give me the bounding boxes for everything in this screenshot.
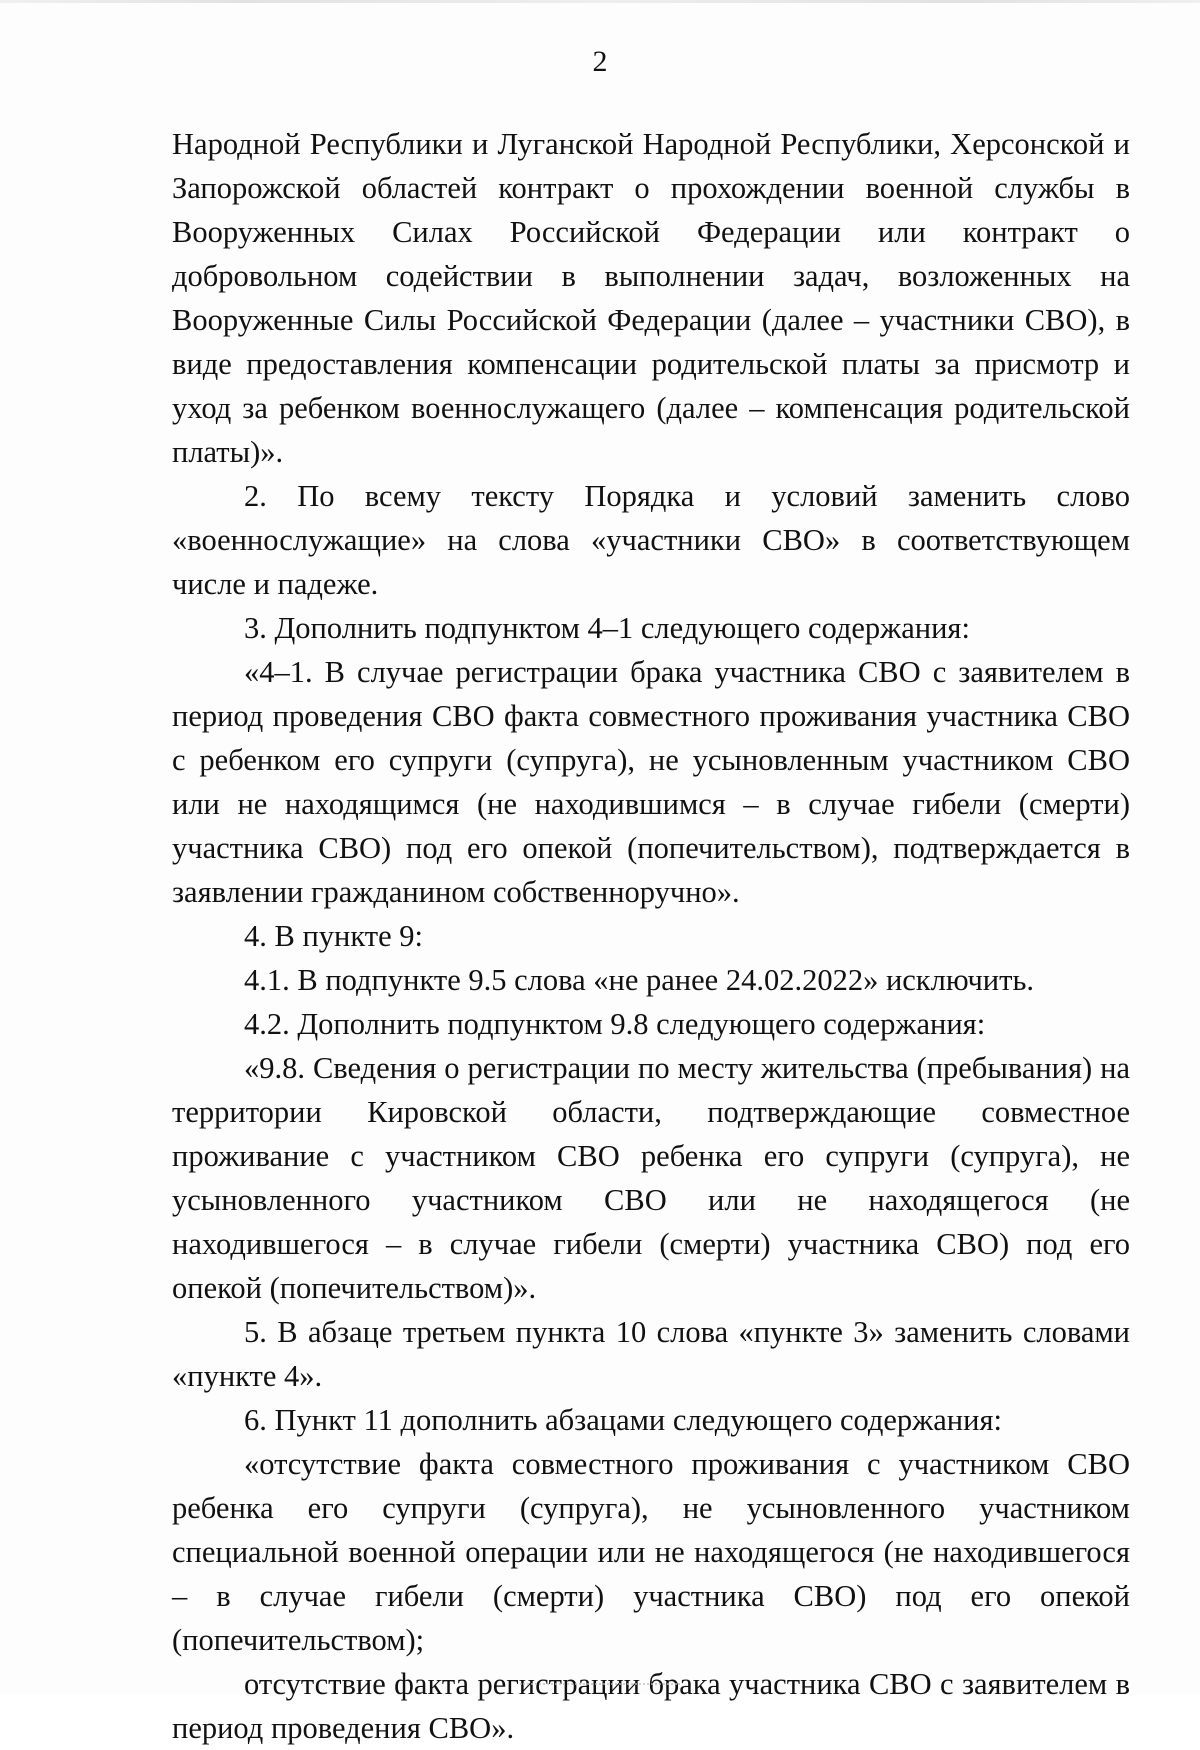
- page-number: 2: [592, 45, 608, 78]
- paragraph-item-4-2: 4.2. Дополнить подпунктом 9.8 следующего содержания:: [244, 1007, 986, 1041]
- paragraph-subitem-4-1: «4–1. В случае регистрации брака участника СВО с заявителем в период проведения СВО факта совместного проживания участника СВО с ребенком его супруги (супруга), не усыновленным участником СВО или не находящимся (не находившимся – в случае гибели (смерти) участника СВО) под его опекой (попечительством), подтверждается в заявлении гражданином собственноручно».: [172, 655, 1130, 909]
- paragraph-subitem-9-8: «9.8. Сведения о регистрации по месту жительства (пребывания) на территории Кировской области, подтверждающие совместное проживание с участником СВО ребенка его супруги (супруга), не усыновленного участником СВО или не находящегося (не находившегося – в случае гибели (смерти) участника СВО) под его опекой (попечительством)».: [172, 1051, 1130, 1305]
- scan-mark: [520, 1683, 680, 1689]
- paragraph-added-abzac-1: «отсутствие факта совместного проживания с участником СВО ребенка его супруги (супруга), не усыновленного участником специальной военной операции или не находящегося (не находившегося – в случае гибели (смерти) участника СВО) под его опекой (попечительством);: [172, 1447, 1130, 1657]
- paragraph-added-abzac-2: отсутствие факта регистрации брака участника СВО с заявителем в период проведения СВО».: [172, 1667, 1130, 1745]
- paragraph-item-3: 3. Дополнить подпунктом 4–1 следующего содержания:: [244, 611, 970, 645]
- paragraph-item-5: 5. В абзаце третьем пункта 10 слова «пункте 3» заменить словами «пункте 4».: [172, 1315, 1130, 1393]
- scan-edge: [0, 0, 1200, 3]
- paragraph-item-4: 4. В пункте 9:: [244, 919, 423, 953]
- document-body: [172, 122, 1130, 1750]
- paragraph-continuation: Народной Республики и Луганской Народной Республики, Херсонской и Запорожской областей контракт о прохождении военной службы в Вооруженных Силах Российской Федерации или контракт о добровольном содействии в выполнении задач, возложенных на Вооруженные Силы Российской Федерации (далее – участники СВО), в виде предоставления компенсации родительской платы за присмотр и уход за ребенком военнослужащего (далее – компенсация родительской платы)».: [172, 127, 1130, 469]
- paragraph-item-4-1: 4.1. В подпункте 9.5 слова «не ранее 24.02.2022» исключить.: [244, 963, 1034, 997]
- paragraph-item-6: 6. Пункт 11 дополнить абзацами следующего содержания:: [244, 1403, 1002, 1437]
- paragraph-item-2: 2. По всему тексту Порядка и условий заменить слово «военнослужащие» на слова «участники СВО» в соответствующем числе и падеже.: [172, 479, 1130, 601]
